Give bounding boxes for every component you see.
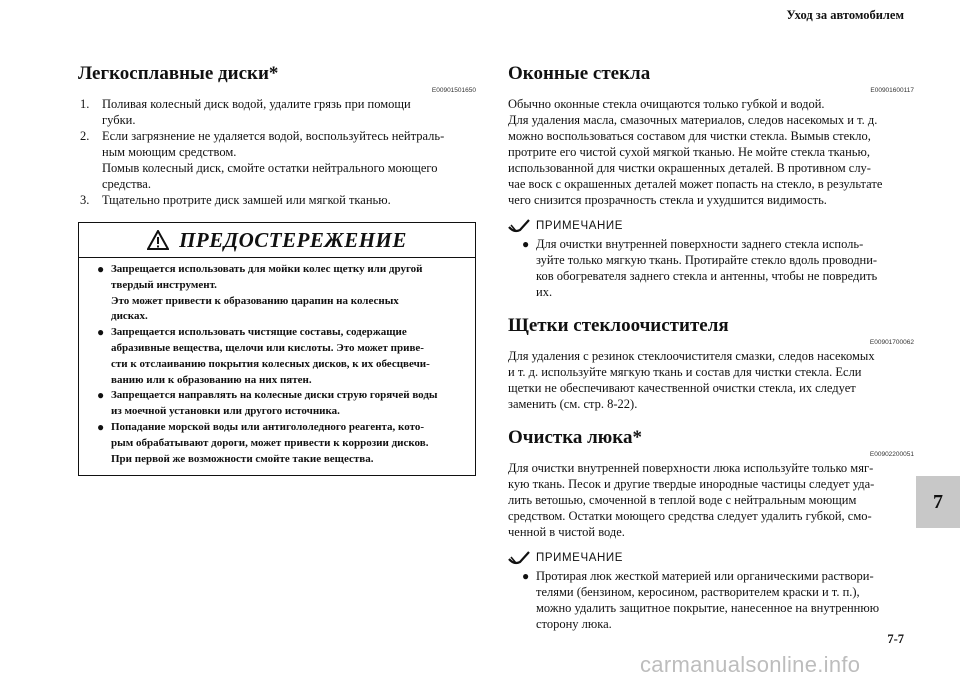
pen-note-icon: [508, 550, 530, 566]
step-line: Помыв колесный диск, смойте остатки нейтрального моющего: [102, 161, 438, 175]
bullet-icon: ●: [97, 262, 105, 276]
step-line: Если загрязнение не удаляется водой, воспользуйтесь нейтраль-: [102, 129, 445, 143]
warning-item: ● Запрещается использовать чистящие составы, содержащие абразивные вещества, щелочи или кислоты. Это может приве- сти к отслаиванию покрытия колесных дисков, к их обесцвечи- ванию или к образованию на них пятен.: [97, 325, 467, 388]
warning-title: ПРЕДОСТЕРЕЖЕНИЕ: [179, 227, 407, 252]
note-header: [508, 550, 914, 566]
step-item: [78, 128, 476, 192]
note-label: ПРИМЕЧАНИЕ: [536, 220, 624, 232]
warning-item: ● Попадание морской воды или антигололедного реагента, кото- рым обрабатывают дороги, может привести к коррозии дисков. При первой же возможности смойте такие вещества.: [97, 420, 467, 467]
note-header: [508, 218, 914, 234]
step-line: Тщательно протрите диск замшей или мягкой тканью.: [102, 193, 391, 207]
page-number: 7-7: [887, 632, 904, 646]
warning-item: ● Запрещается направлять на колесные диски струю горячей воды из моечной установки или другого источника.: [97, 388, 467, 420]
section-code: E00901501650: [431, 87, 476, 94]
section-title-alloy-wheels: Легкосплавные диски*: [78, 63, 279, 84]
right-column: [508, 62, 914, 632]
chapter-tab: 7: [916, 476, 960, 528]
bullet-icon: ●: [522, 237, 530, 251]
running-header: Уход за автомобилем: [786, 8, 904, 22]
note-label: ПРИМЕЧАНИЕ: [536, 552, 624, 564]
section-title-wiper-blades: Щетки стеклоочистителя: [508, 315, 729, 336]
step-line: Поливая колесный диск водой, удалите грязь при помощи: [102, 97, 411, 111]
warning-header: [79, 223, 475, 258]
warning-body: [79, 258, 475, 475]
section-code: E00902200051: [869, 451, 914, 458]
step-number: 2.: [80, 129, 90, 143]
warning-box: [78, 222, 476, 476]
left-column: [78, 62, 476, 476]
warning-item: ● Запрещается использовать для мойки колес щетку или другой твердый инструмент. Это может привести к образованию царапин на колесных дисках.: [97, 262, 467, 325]
step-line: ным моющим средством.: [102, 145, 237, 159]
windows-text: Обычно оконные стекла очищаются только губкой и водой. Для удаления масла, смазочных материалов, следов насекомых и т. д. можно воспользоваться составом для чистки стекла. Вымыв стекло, протрите его чистой сухой мягкой тканью. Не мойте стекла тканью, использованной для чистки окрашенных деталей. В противном слу- чае воск с окрашенных деталей может попасть на стекло, в результате чего снизится прозрачность стекла и ухудшится видимость.: [508, 97, 883, 207]
bullet-icon: ●: [97, 419, 105, 434]
section-code: E00901700062: [869, 339, 914, 346]
step-line: губки.: [102, 113, 136, 127]
section-title-sunroof: Очистка люка*: [508, 427, 642, 448]
step-number: 1.: [80, 97, 90, 111]
section-title-windows: Оконные стекла: [508, 63, 651, 84]
sunroof-text: Для очистки внутренней поверхности люка используйте только мяг- кую ткань. Песок и другие твердые инородные частицы следует уда- лить ветошью, смоченной в теплой воде с нейтральным моющим средством. Остатки моющего средства следует удалить губкой, смо- ченной в чистой воде.: [508, 461, 875, 539]
wiper-text: Для удаления с резинок стеклоочистителя смазки, следов насекомых и т. д. используйте мягкую ткань и состав для чистки стекла. Если щетки не обеспечивают качественной очистки стекла, их следует заменить (см. стр. 8-22).: [508, 349, 875, 411]
bullet-icon: ●: [97, 388, 105, 403]
section-code: E00901600117: [870, 87, 914, 94]
step-item: [78, 96, 476, 128]
step-number: 3.: [80, 193, 90, 207]
wheel-cleaning-steps: [78, 96, 476, 208]
bullet-icon: ●: [522, 569, 530, 583]
warning-triangle-icon: [147, 230, 169, 250]
note-item: ● Для очистки внутренней поверхности заднего стекла исполь- зуйте только мягкую ткань. Протирайте стекло вдоль проводни- ков обогревателя заднего стекла и антенны, чтобы не повредить их.: [522, 237, 878, 299]
watermark: carmanualsonline.info: [640, 652, 861, 677]
bullet-icon: ●: [97, 325, 105, 340]
step-line: средства.: [102, 177, 151, 191]
pen-note-icon: [508, 218, 530, 234]
step-item: [78, 192, 476, 208]
note-item: ● Протирая люк жесткой материей или органическими раствори- телями (бензином, керосином, растворителем краски и т. п.), можно удалить защитное покрытие, нанесенное на внутреннюю сторону люка.: [522, 569, 880, 631]
